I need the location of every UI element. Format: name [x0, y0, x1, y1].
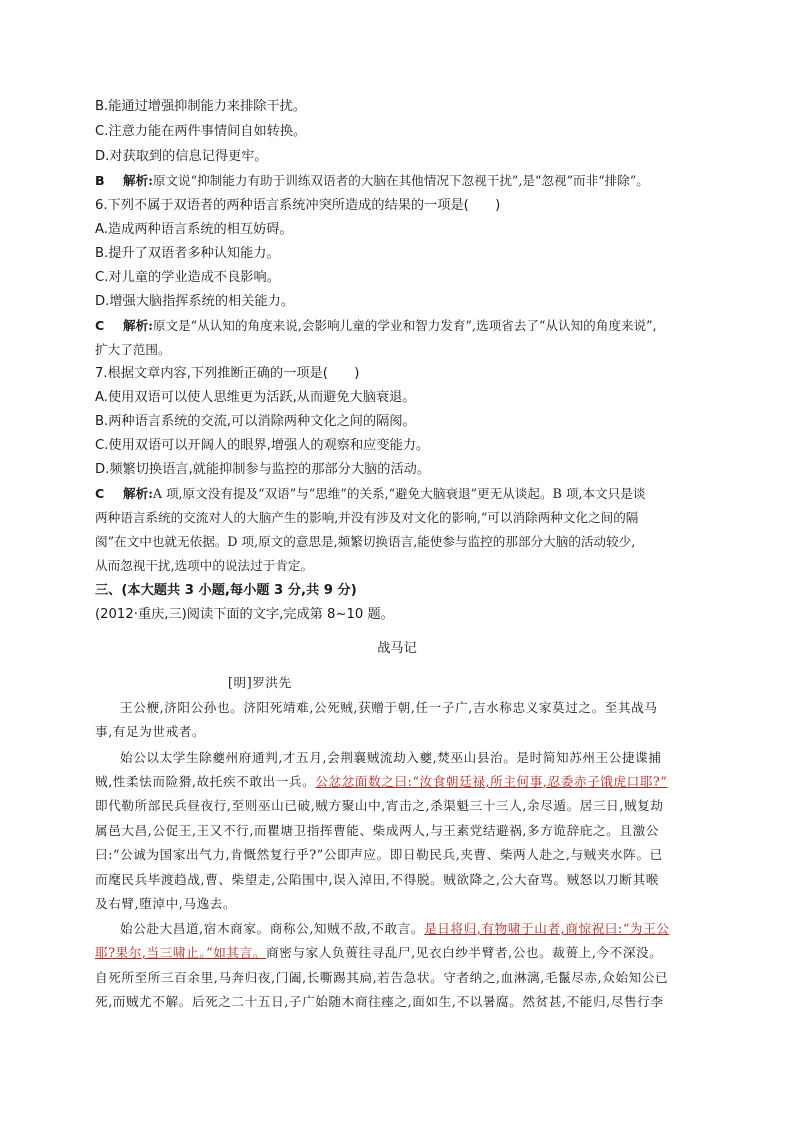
q5-option-d: D.对获取到的信息记得更牢。	[95, 149, 268, 164]
passage-text: 贼,性柔怯而险猾,故托疾不敢出一兵。	[95, 774, 316, 789]
q6-answer-cont: 扩大了范围。	[95, 342, 171, 357]
section-intro: (2012·重庆,三)阅读下面的文字,完成第 8~10 题。	[95, 607, 394, 622]
passage-line: 属邑大昌,公促王,王又不行,而瞿塘卫指挥曹能、柴成两人,与王素党结避祸,多方诡辞庇之。且激公	[95, 823, 659, 838]
answer-text: 原文说“抑制能力有助于训练双语者的大脑在其他情况下忽视干扰”,是“忽视”而非“排除”。	[152, 173, 649, 188]
q7-answer-cont: 两种语言系统的交流对人的大脑产生的影响,并没有涉及对文化的影响,“可以消除两种文化之间的隔	[95, 510, 639, 525]
passage-text: 商密与家人负蒉往寻乱尸,见衣白纱半臂者,公也。裁蒉上,今不深没。	[266, 945, 663, 960]
q5-answer	[95, 170, 707, 192]
passage-line: 事,有足为世戒者。	[95, 724, 206, 739]
passage-line: 即代勒所部民兵昼夜行,至则巫山已破,贼方聚山中,宵击之,杀渠魁三十三人,余尽遁。居三日,贼复劫	[95, 798, 664, 813]
underlined-sentence: 公忿忿面数之曰:“汝食朝廷禄,所主何事,忍委赤子饿虎口耶?”	[315, 774, 668, 789]
passage-line: 始公以太学生除夔州府通判,才五月,会荆襄贼流劫入夔,焚巫山县治。是时简知苏州王公捷谍捕	[120, 750, 662, 765]
answer-key: B	[95, 173, 105, 188]
answer-text: A 项,原文没有提及“双语”与“思维”的关系,“避免大脑衰退”更无从谈起。B 项,本文只是谈	[152, 486, 646, 501]
passage-author: [明]罗洪先	[228, 675, 292, 690]
answer-label: 解析:	[123, 486, 153, 501]
q6-option-b: B.提升了双语者多种认知能力。	[95, 246, 280, 261]
q5-option-c: C.注意力能在两件事情间自如转换。	[95, 124, 307, 139]
underlined-sentence: 耶?果尔,当三啸止。”如其言。	[95, 945, 267, 960]
passage-line	[95, 942, 707, 964]
passage-title: 战马记	[377, 641, 417, 656]
q6-option-a: A.造成两种语言系统的相互妨碍。	[95, 222, 293, 237]
passage-line: 曰:“公诚为国家出气力,肯慨然复行乎?”公即声应。即日勒民兵,夹曹、柴两人赴之,与贼夹水阵。已	[95, 847, 663, 862]
section-heading: 三、(本大题共 3 小题,每小题 3 分,共 9 分)	[95, 583, 357, 598]
q7-answer-cont: 从而忽视干扰,选项中的说法过于肯定。	[95, 558, 314, 573]
passage-line: 及右臂,堕淖中,马逸去。	[95, 896, 237, 911]
q6-answer	[95, 315, 707, 337]
underlined-sentence: 是日将归,有物啸于山者,商惊祝曰:“为王公	[424, 921, 670, 936]
q7-option-d: D.频繁切换语言,就能抑制参与监控的那部分大脑的活动。	[95, 462, 431, 477]
passage-text: 始公赴大昌道,宿木商家。商称公,知贼不敌,不敢言。	[120, 921, 425, 936]
passage-line: 死,而贼尤不解。后死之二十五日,子广始随木商往瘗之,面如生,不以暑腐。然贫甚,不能归,尽售行李	[95, 994, 664, 1009]
passage-line	[120, 918, 708, 940]
q6-option-c: C.对儿童的学业造成不良影响。	[95, 270, 280, 285]
q5-option-b: B.能通过增强抑制能力来排除干扰。	[95, 99, 307, 114]
answer-key: C	[95, 486, 105, 501]
q7-stem: 7.根据文章内容,下列推断正确的一项是( )	[95, 366, 360, 381]
q7-option-a: A.使用双语可以使人思维更为活跃,从而避免大脑衰退。	[95, 390, 416, 405]
q6-stem: 6.下列不属于双语者的两种语言系统冲突所造成的结果的一项是( )	[95, 198, 501, 213]
passage-line: 自死所至所三百余里,马奔归夜,门阖,长嘶踢其扃,若告急状。守者纳之,血淋漓,毛鬣尽赤,众始知公已	[95, 970, 669, 985]
passage-line: 王公楩,济阳公孙也。济阳死靖难,公死贼,获赠于朝,任一子广,吉水称忠义家莫过之。至其战马	[120, 700, 658, 715]
q6-option-d: D.增强大脑指挥系统的相关能力。	[95, 294, 294, 309]
answer-label: 解析:	[123, 173, 153, 188]
q7-option-c: C.使用双语可以开阔人的眼界,增强人的观察和应变能力。	[95, 438, 430, 453]
q7-answer-cont: 阂”在文中也就无依据。D 项,原文的意思是,频繁切换语言,能使参与监控的那部分大脑的活动较少,	[95, 534, 636, 549]
q7-answer	[95, 483, 707, 505]
answer-text: 原文是“从认知的角度来说,会影响儿童的学业和智力发育”,选项省去了“从认知的角度来说”,	[152, 318, 657, 333]
answer-label: 解析:	[123, 318, 153, 333]
q7-option-b: B.两种语言系统的交流,可以消除两种文化之间的隔阂。	[95, 414, 416, 429]
passage-line	[95, 771, 707, 793]
passage-line: 而麾民兵毕渡趋战,曹、柴望走,公陷围中,误入淖田,不得脱。贼欲降之,公大奋骂。贼怒以刀断其喉	[95, 872, 659, 887]
answer-key: C	[95, 318, 105, 333]
